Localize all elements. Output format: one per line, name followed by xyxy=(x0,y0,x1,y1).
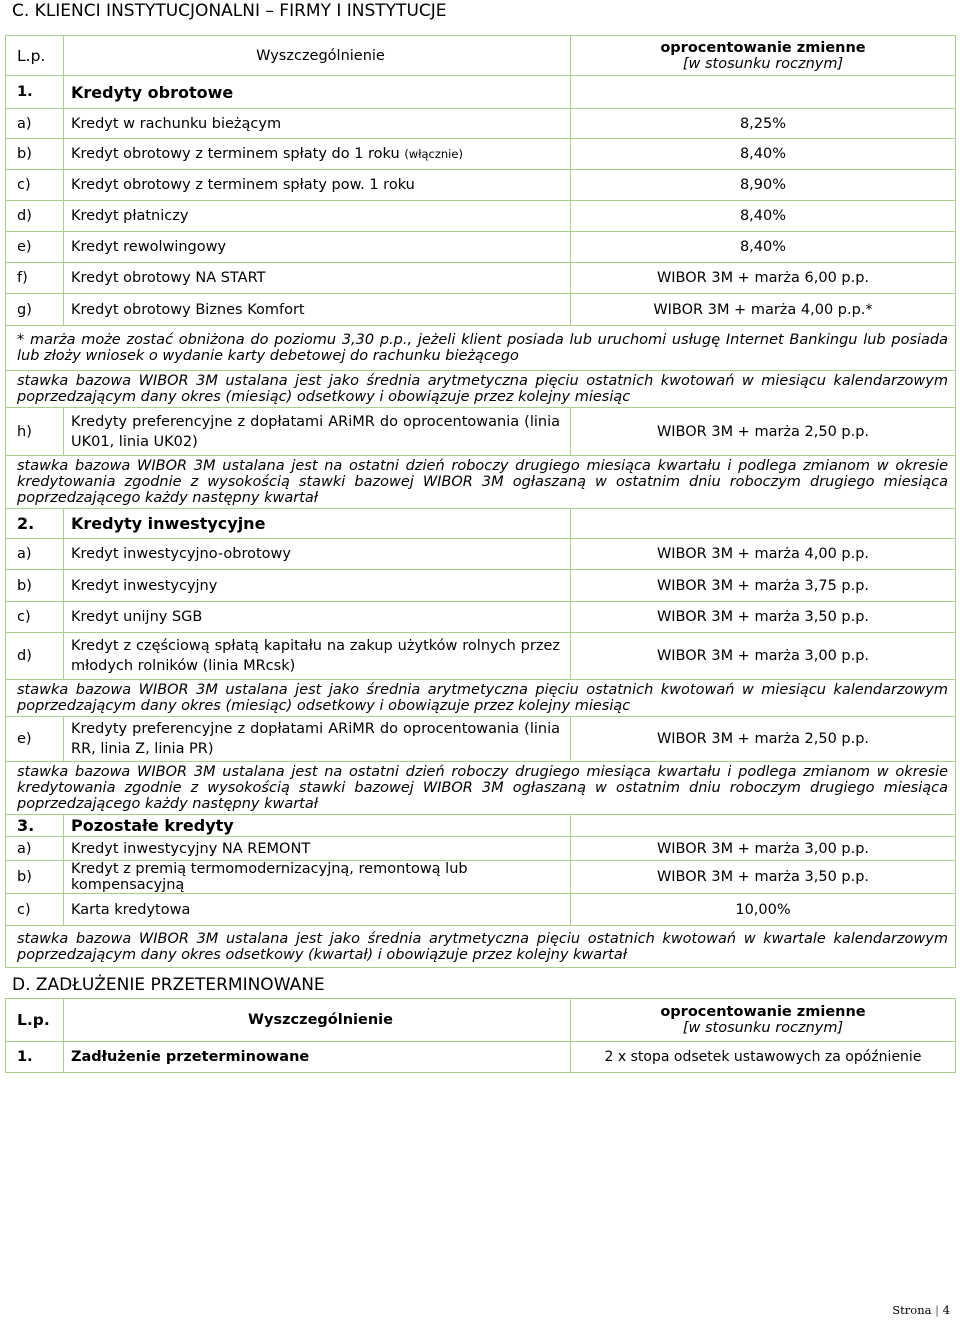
row-desc: Kredyt unijny SGB xyxy=(64,602,571,633)
row-rate: 8,40% xyxy=(571,139,956,170)
row-desc: Zadłużenie przeterminowane xyxy=(64,1042,571,1073)
base-rate-note: stawka bazowa WIBOR 3M ustalana jest jako średnia arytmetyczna pięciu ostatnich kwotowań w miesiącu kalendarzowym poprzedzającym dany okres (miesiąc) odsetkowy i obowiązuje przez kolejny miesiąc xyxy=(6,371,956,408)
row-label: a) xyxy=(6,109,64,139)
row-desc: Kredyt obrotowy NA START xyxy=(64,263,571,294)
table-row xyxy=(6,837,956,861)
group-1-header xyxy=(6,76,956,109)
table-row xyxy=(6,109,956,139)
table-row xyxy=(6,539,956,570)
base-rate-note: stawka bazowa WIBOR 3M ustalana jest na ostatni dzień roboczy drugiego miesiąca kwartału i podlega zmianom w okresie kredytowania zgodnie z wysokością stawki bazowej WIBOR 3M ogłaszaną w ostatnim dniu roboczym drugiego miesiąca poprzedzającego każdy następny kwartał xyxy=(6,456,956,509)
row-rate: 8,25% xyxy=(571,109,956,139)
table-row xyxy=(6,139,956,170)
row-desc: Kredyt w rachunku bieżącym xyxy=(64,109,571,139)
header-rate xyxy=(571,36,956,76)
row-rate: WIBOR 3M + marża 3,50 p.p. xyxy=(571,861,956,894)
row-desc: Kredyt z częściową spłatą kapitału na zakup użytków rolnych przez młodych rolników (linia MRcsk) xyxy=(64,633,571,680)
header-rate-line1: oprocentowanie zmienne xyxy=(660,39,866,56)
base-rate-note-row xyxy=(6,680,956,717)
row-rate: WIBOR 3M + marża 3,50 p.p. xyxy=(571,602,956,633)
group-2-header xyxy=(6,509,956,539)
footer-separator: | xyxy=(935,1303,940,1317)
row-rate: 10,00% xyxy=(571,894,956,926)
row-label: a) xyxy=(6,837,64,861)
header-rate-line2: [w stosunku rocznym] xyxy=(682,1020,844,1036)
row-label: c) xyxy=(6,602,64,633)
base-rate-note-row xyxy=(6,456,956,509)
row-rate: 8,90% xyxy=(571,170,956,201)
margin-note: * marża może zostać obniżona do poziomu 3,30 p.p., jeżeli klient posiada lub uruchomi usługę Internet Bankingu lub posiada lub złoży wniosek o wydanie karty debetowej do rachunku bieżącego xyxy=(6,326,956,371)
row-label: e) xyxy=(6,717,64,762)
base-rate-note: stawka bazowa WIBOR 3M ustalana jest na ostatni dzień roboczy drugiego miesiąca kwartału i podlega zmianom w okresie kredytowania zgodnie z wysokością stawki bazowej WIBOR 3M ogłaszaną w ostatnim dniu roboczym drugiego miesiąca poprzedzającego każdy następny kwartał xyxy=(6,762,956,815)
base-rate-note: stawka bazowa WIBOR 3M ustalana jest jako średnia arytmetyczna pięciu ostatnich kwotowań w miesiącu kalendarzowym poprzedzającym dany okres (miesiąc) odsetkowy i obowiązuje przez kolejny miesiąc xyxy=(6,680,956,717)
row-label: c) xyxy=(6,170,64,201)
row-desc: Kredyty preferencyjne z dopłatami ARiMR do oprocentowania (linia RR, linia Z, linia PR) xyxy=(64,717,571,762)
section-d-table xyxy=(5,998,956,1073)
row-rate: WIBOR 3M + marża 2,50 p.p. xyxy=(571,717,956,762)
row-label: c) xyxy=(6,894,64,926)
header-rate-line1: oprocentowanie zmienne xyxy=(660,1004,866,1020)
row-desc-main: Kredyt obrotowy z terminem spłaty do 1 roku xyxy=(71,146,400,162)
row-label: b) xyxy=(6,139,64,170)
row-label: b) xyxy=(6,861,64,894)
base-rate-note-row xyxy=(6,762,956,815)
page-number: 4 xyxy=(942,1303,950,1317)
header-desc: Wyszczególnienie xyxy=(64,36,571,76)
row-label: f) xyxy=(6,263,64,294)
row-rate: WIBOR 3M + marża 3,00 p.p. xyxy=(571,633,956,680)
row-rate: 8,40% xyxy=(571,201,956,232)
table-row xyxy=(6,1042,956,1073)
row-rate: WIBOR 3M + marża 4,00 p.p. xyxy=(571,539,956,570)
base-rate-note: stawka bazowa WIBOR 3M ustalana jest jako średnia arytmetyczna pięciu ostatnich kwotowań w kwartale kalendarzowym poprzedzającym dany okres odsetkowy (kwartał) i obowiązuje przez kolejny kwartał xyxy=(6,926,956,968)
row-label: b) xyxy=(6,570,64,602)
row-rate: WIBOR 3M + marża 4,00 p.p.* xyxy=(571,294,956,326)
table-row xyxy=(6,201,956,232)
table-row xyxy=(6,861,956,894)
row-rate: 8,40% xyxy=(571,232,956,263)
base-rate-note-row xyxy=(6,371,956,408)
table-header xyxy=(6,36,956,76)
table-row xyxy=(6,232,956,263)
group-3-num: 3. xyxy=(6,815,64,837)
row-desc: Karta kredytowa xyxy=(64,894,571,926)
group-1-num: 1. xyxy=(6,76,64,109)
section-c-title: C. KLIENCI INSTYTUCJONALNI – FIRMY I INSTYTUCJE xyxy=(12,1,447,21)
table-row xyxy=(6,263,956,294)
table-row xyxy=(6,717,956,762)
row-label: g) xyxy=(6,294,64,326)
row-desc: Kredyt płatniczy xyxy=(64,201,571,232)
table-row xyxy=(6,570,956,602)
header-rate-line2: [w stosunku rocznym] xyxy=(682,55,844,72)
table-row xyxy=(6,170,956,201)
header-lp: L.p. xyxy=(6,999,64,1042)
row-desc-note: (włącznie) xyxy=(404,147,463,161)
margin-note-row xyxy=(6,326,956,371)
row-rate: 2 x stopa odsetek ustawowych za opóźnienie xyxy=(571,1042,956,1073)
group-1-title: Kredyty obrotowe xyxy=(64,76,571,109)
row-desc: Kredyt inwestycyjny xyxy=(64,570,571,602)
row-label: e) xyxy=(6,232,64,263)
row-desc: Kredyt obrotowy Biznes Komfort xyxy=(64,294,571,326)
row-rate: WIBOR 3M + marża 6,00 p.p. xyxy=(571,263,956,294)
section-d-title: D. ZADŁUŻENIE PRZETERMINOWANE xyxy=(12,975,325,995)
row-desc: Kredyt inwestycyjno-obrotowy xyxy=(64,539,571,570)
table-row xyxy=(6,408,956,456)
row-label: 1. xyxy=(6,1042,64,1073)
header-lp: L.p. xyxy=(6,36,64,76)
header-rate xyxy=(571,999,956,1042)
row-desc: Kredyt z premią termomodernizacyjną, remontową lub kompensacyjną xyxy=(64,861,571,894)
group-2-title: Kredyty inwestycyjne xyxy=(64,509,571,539)
row-label: h) xyxy=(6,408,64,456)
row-rate: WIBOR 3M + marża 3,75 p.p. xyxy=(571,570,956,602)
table-row xyxy=(6,894,956,926)
row-label: a) xyxy=(6,539,64,570)
table-row xyxy=(6,633,956,680)
group-2-num: 2. xyxy=(6,509,64,539)
row-desc: Kredyt inwestycyjny NA REMONT xyxy=(64,837,571,861)
row-desc xyxy=(64,139,571,170)
table-header xyxy=(6,999,956,1042)
base-rate-note-row xyxy=(6,926,956,968)
table-row xyxy=(6,294,956,326)
row-label: d) xyxy=(6,201,64,232)
group-3-header xyxy=(6,815,956,837)
header-desc: Wyszczególnienie xyxy=(64,999,571,1042)
section-c-table xyxy=(5,35,956,968)
row-rate: WIBOR 3M + marża 3,00 p.p. xyxy=(571,837,956,861)
row-desc: Kredyty preferencyjne z dopłatami ARiMR do oprocentowania (linia UK01, linia UK02) xyxy=(64,408,571,456)
row-desc: Kredyt obrotowy z terminem spłaty pow. 1 roku xyxy=(64,170,571,201)
row-rate: WIBOR 3M + marża 2,50 p.p. xyxy=(571,408,956,456)
row-desc: Kredyt rewolwingowy xyxy=(64,232,571,263)
footer-label: Strona xyxy=(892,1303,932,1317)
row-label: d) xyxy=(6,633,64,680)
table-row xyxy=(6,602,956,633)
page-footer xyxy=(892,1303,950,1317)
group-3-title: Pozostałe kredyty xyxy=(64,815,571,837)
